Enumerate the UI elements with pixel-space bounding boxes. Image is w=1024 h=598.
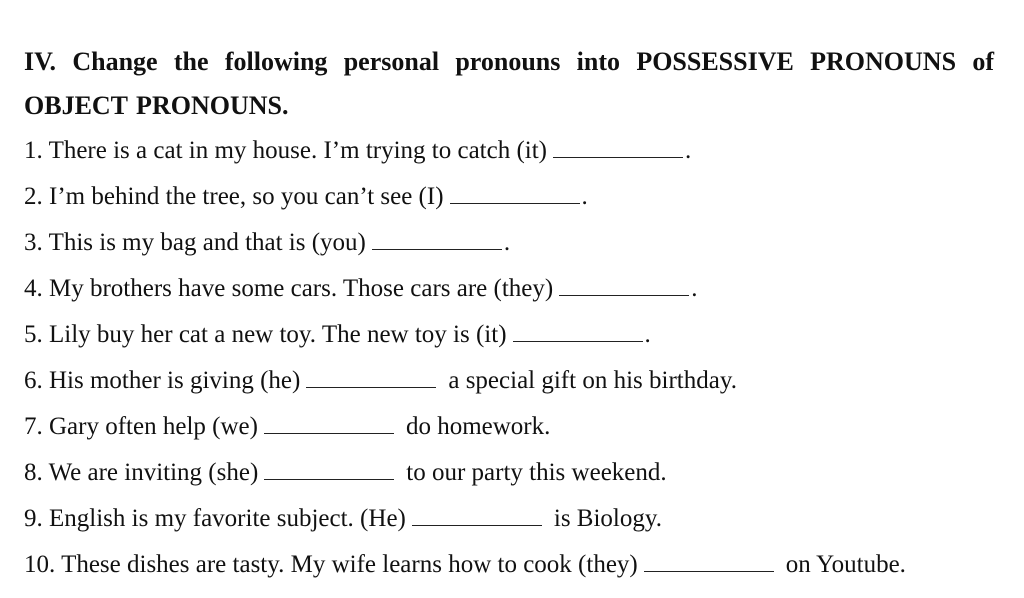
item-number: 9.: [24, 505, 43, 532]
answer-blank[interactable]: [372, 229, 502, 250]
item-number: 7.: [24, 413, 43, 440]
exercise-item-9: [24, 496, 906, 542]
exercise-item-8: [24, 450, 906, 496]
item-text-after: is Biology.: [553, 505, 662, 532]
exercise-item-3: [24, 220, 906, 266]
answer-blank[interactable]: [264, 459, 394, 480]
item-text-before: My brothers have some cars. Those cars are (they): [49, 275, 554, 302]
item-text-after: on Youtube.: [785, 551, 906, 578]
item-text-before: Gary often help (we): [49, 413, 258, 440]
answer-blank[interactable]: [264, 413, 394, 434]
answer-blank[interactable]: [513, 321, 643, 342]
item-text-before: This is my bag and that is (you): [48, 229, 366, 256]
answer-blank[interactable]: [553, 137, 683, 158]
answer-blank[interactable]: [559, 275, 689, 296]
exercise-item-1: [24, 128, 906, 174]
item-text-after: to our party this weekend.: [406, 459, 667, 486]
item-text-after: .: [644, 321, 651, 348]
exercise-item-4: [24, 266, 906, 312]
answer-blank[interactable]: [450, 183, 580, 204]
item-text-after: .: [581, 183, 588, 210]
item-text-after: a special gift on his birthday.: [448, 367, 737, 394]
item-number: 4.: [24, 275, 43, 302]
item-text-before: There is a cat in my house. I’m trying to catch (it): [48, 137, 548, 164]
item-text-before: Lily buy her cat a new toy. The new toy is (it): [49, 321, 507, 348]
item-number: 1.: [24, 137, 43, 164]
answer-blank[interactable]: [306, 367, 436, 388]
exercise-list: [24, 128, 906, 588]
worksheet: [24, 0, 1000, 598]
exercise-heading: IV. Change the following personal pronouns into POSSESSIVE PRONOUNS of OBJECT PRONOUNS.: [24, 47, 994, 120]
exercise-item-2: [24, 174, 906, 220]
answer-blank[interactable]: [412, 505, 542, 526]
exercise-item-6: [24, 358, 906, 404]
exercise-item-10: [24, 542, 906, 588]
item-number: 5.: [24, 321, 43, 348]
item-text-before: We are inviting (she): [48, 459, 259, 486]
item-text-before: His mother is giving (he): [49, 367, 301, 394]
item-number: 6.: [24, 367, 43, 394]
item-number: 10.: [24, 551, 56, 578]
item-number: 2.: [24, 183, 43, 210]
item-text-before: These dishes are tasty. My wife learns how to cook (they): [61, 551, 638, 578]
item-number: 8.: [24, 459, 43, 486]
item-text-before: I’m behind the tree, so you can’t see (I): [49, 183, 444, 210]
item-text-after: .: [503, 229, 511, 256]
answer-blank[interactable]: [644, 551, 774, 572]
item-text-after: .: [685, 137, 692, 164]
exercise-item-5: [24, 312, 906, 358]
item-text-after: .: [691, 275, 698, 302]
item-text-after: do homework.: [405, 413, 551, 440]
exercise-item-7: [24, 404, 906, 450]
item-text-before: English is my favorite subject. (He): [49, 505, 406, 532]
item-number: 3.: [24, 229, 43, 256]
